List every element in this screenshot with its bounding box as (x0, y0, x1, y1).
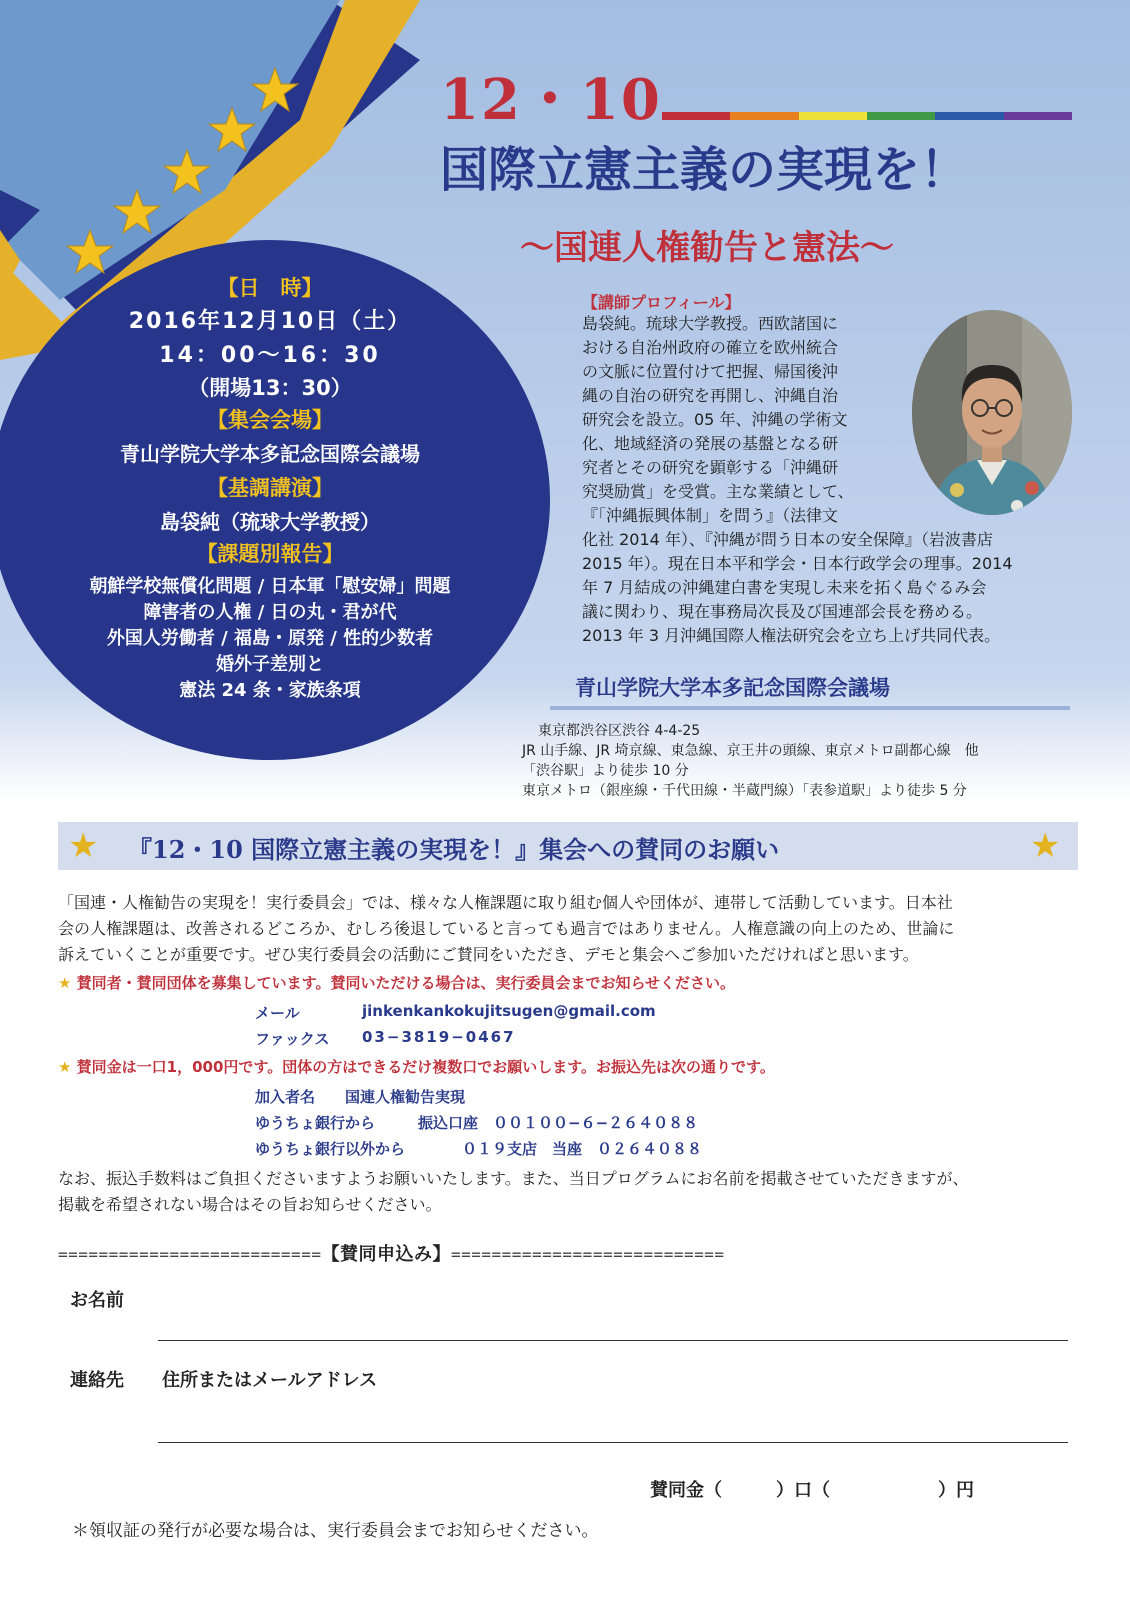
reports-label: 【課題別報告】 (196, 542, 344, 566)
form-title: 【賛同申込み】 (321, 1244, 451, 1265)
contact-hint: 住所またはメールアドレス (162, 1370, 378, 1391)
main-title: 国際立憲主義の実現を！ (440, 142, 969, 198)
contact-label: 連絡先 (70, 1370, 124, 1391)
profile-line: 島袋純。琉球大学教授。西欧諸国に (582, 314, 839, 333)
venue-divider (550, 706, 1070, 710)
venue-access: 「渋谷駅」より徒歩 10 分 (522, 763, 689, 779)
account-name-label: 加入者名 (255, 1088, 316, 1106)
profile-line: 年 7 月結成の沖縄建白書を実現し未来を拓く島ぐるみ会 (582, 578, 987, 597)
event-info-circle (0, 240, 550, 760)
venue-label: 【集会会場】 (207, 408, 333, 432)
mail-address[interactable]: jinkenkankokujitsugen@gmail.com (362, 1002, 656, 1020)
appeal-banner-title: 『12・10 国際立憲主義の実現を！』集会への賛同のお願い (128, 835, 780, 864)
form-divider (58, 1240, 1078, 1266)
keynote-speaker: 島袋純（琉球大学教授） (160, 510, 380, 534)
profile-line: 研究会を設立。05 年、沖縄の学術文 (582, 410, 848, 429)
fax-label: ファックス (255, 1030, 330, 1048)
profile-line: 究者とその研究を顕彰する「沖縄研 (582, 458, 839, 477)
name-label: お名前 (70, 1290, 124, 1311)
form-divider-dashes: =========================== (450, 1245, 725, 1264)
yucho-account: 振込口座 ００１００−６−２６４０８８ (418, 1114, 699, 1132)
event-date-title: 12・10 (440, 67, 662, 133)
form-divider-dashes: ========================== (58, 1245, 322, 1264)
contact-field[interactable] (158, 1442, 1068, 1443)
profile-line: 化、地域経済の発展の基盤となる研 (582, 434, 839, 453)
report-item: 婚外子差別と (216, 654, 324, 675)
account-name: 国連人権勧告実現 (345, 1088, 466, 1106)
datetime-label: 【日 時】 (217, 276, 323, 300)
profile-line: 『「沖縄振興体制」を問う』（法律文 (582, 506, 839, 525)
fax-number: 03−3819−0467 (362, 1028, 516, 1046)
venue-name-circle: 青山学院大学本多記念国際会議場 (120, 442, 420, 466)
profile-line: 2013 年 3 月沖縄国際人権法研究会を立ち上げ共同代表。 (582, 626, 1001, 645)
venue-name: 青山学院大学本多記念国際会議場 (575, 676, 890, 700)
fee-note-line: なお、振込手数料はご負担くださいますようお願いいたします。また、当日プログラムにお名前を掲載させていただきますが、 (58, 1169, 969, 1188)
recruit-notice (58, 972, 735, 993)
star-icon: ★ (58, 974, 77, 992)
appeal-paragraph-line: 会の人権課題は、改善されるどころか、むしろ後退していると言っても過言ではありません。人権意識の向上のため、世論に (58, 919, 955, 938)
appeal-paragraph-line: 訴えていくことが重要です。ぜひ実行委員会の活動にご賛同をいただき、デモと集会へご参加いただければと思います。 (58, 945, 919, 964)
fee-note-line: 掲載を希望されない場合はその旨お知らせください。 (58, 1195, 442, 1214)
keynote-label: 【基調講演】 (207, 476, 333, 500)
venue-access: JR 山手線、JR 埼京線、東急線、京王井の頭線、東京メトロ副都心線 他 (522, 743, 979, 759)
doors-open: （開場13：30） (188, 376, 352, 400)
event-time: 14：00〜16：30 (159, 343, 381, 368)
star-icon: ★ (68, 826, 99, 866)
other-bank-account: ０１９支店 当座 ０２６４０８８ (462, 1140, 703, 1158)
profile-line: 議に関わり、現在事務局次長及び国連部会長を務める。 (582, 602, 983, 621)
speaker-profile-heading: 【講師プロフィール】 (582, 293, 741, 312)
profile-line: おける自治州政府の確立を欧州統合 (582, 338, 839, 357)
speaker-photo (912, 310, 1072, 515)
star-icon: ★ (58, 1058, 77, 1076)
profile-line: 究奨励賞」を受賞。主な業績として、 (582, 482, 854, 501)
fee-text: 賛同金は一口1，000円です。団体の方はできるだけ複数口でお願いします。お振込先は次の通りです。 (76, 1058, 775, 1076)
profile-line: 化社 2014 年）、『沖縄が問う日本の安全保障』（岩波書店 (582, 530, 993, 549)
mail-label: メール (255, 1004, 300, 1022)
fee-units-field[interactable]: 賛同金（ ）口（ ）円 (650, 1480, 974, 1501)
report-item: 外国人労働者 / 福島・原発 / 性的少数者 (106, 628, 434, 649)
rainbow-bar (662, 112, 1072, 120)
profile-line: 縄の自治の研究を再開し、沖縄自治 (582, 386, 839, 405)
receipt-note: ＊領収証の発行が必要な場合は、実行委員会までお知らせください。 (72, 1521, 599, 1541)
report-item: 障害者の人権 / 日の丸・君が代 (143, 602, 397, 623)
subtitle: 〜国連人権勧告と憲法〜 (520, 228, 894, 268)
profile-line: 2015 年）。現在日本平和学会・日本行政学会の理事。2014 (582, 554, 1013, 573)
event-date: 2016年12月10日（土） (128, 309, 412, 334)
star-icon: ★ (1030, 826, 1061, 866)
fee-notice (58, 1056, 775, 1077)
report-item: 憲法 24 条・家族条項 (179, 680, 361, 701)
venue-access: 東京メトロ（銀座線・千代田線・半蔵門線）「表参道駅」より徒歩 5 分 (522, 783, 967, 799)
other-bank-label: ゆうちょ銀行以外から (255, 1140, 406, 1158)
venue-address: 東京都渋谷区渋谷 4-4-25 (538, 723, 701, 739)
report-item: 朝鮮学校無償化問題 / 日本軍「慰安婦」問題 (89, 576, 451, 597)
name-field[interactable] (158, 1340, 1068, 1341)
appeal-paragraph-line: 「国連・人権勧告の実現を！実行委員会」では、様々な人権課題に取り組む個人や団体が、連帯して活動しています。日本社 (58, 893, 953, 912)
profile-line: の文脈に位置付けて把握、帰国後沖 (582, 362, 839, 381)
yucho-label: ゆうちょ銀行から (255, 1114, 376, 1132)
recruit-text: 賛同者・賛同団体を募集しています。賛同いただける場合は、実行委員会までお知らせください。 (76, 974, 736, 992)
